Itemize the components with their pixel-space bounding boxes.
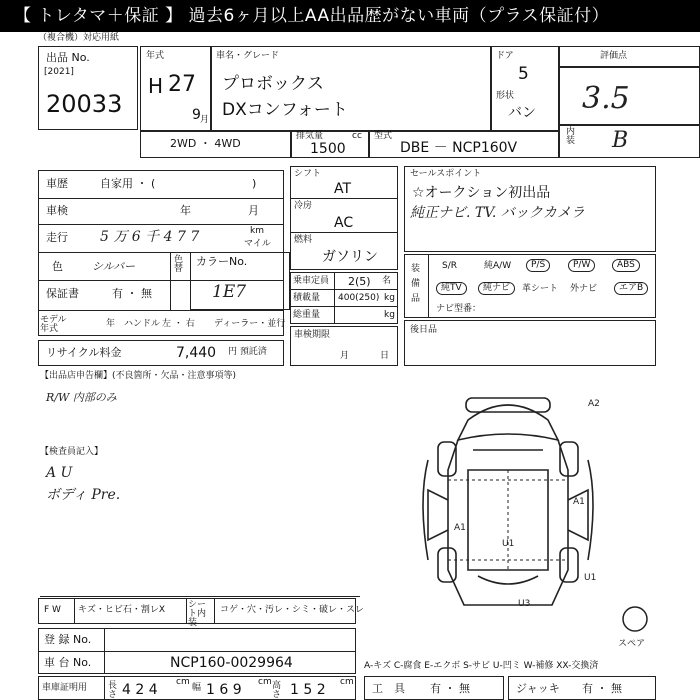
mile-unit: マイル bbox=[244, 239, 271, 249]
warranty-label: 保証書 bbox=[46, 287, 79, 300]
recycle-fee: 7,440 bbox=[176, 345, 217, 361]
score-label: 評価点 bbox=[600, 51, 628, 61]
year-value: 27 bbox=[168, 72, 196, 97]
score: 3.5 bbox=[582, 81, 630, 116]
fw-label: F W bbox=[44, 605, 61, 615]
history-label: 車歴 bbox=[46, 177, 68, 190]
history-value: 自家用 ・ ( bbox=[100, 177, 156, 190]
equipment-label: 装備品 bbox=[411, 264, 421, 304]
inspector-label: 【検査員記入】 bbox=[40, 447, 104, 457]
garage-cert-label: 車庫証明用 bbox=[42, 683, 88, 693]
total-weight-unit: kg bbox=[384, 310, 395, 320]
expiry-label: 車検期限 bbox=[294, 330, 331, 340]
car-damage-diagram bbox=[408, 380, 608, 620]
dealer-label: ディーラー・並行 bbox=[214, 319, 286, 329]
color-label: 色 bbox=[52, 260, 63, 273]
color-no: 1E7 bbox=[212, 282, 247, 302]
seller-notes-label: 【出品店申告欄】(不良箇所・欠品・注意事項等) bbox=[40, 371, 237, 381]
equipment-ext-navi: 外ナビ bbox=[570, 284, 598, 294]
month-unit: 月 bbox=[200, 115, 210, 125]
registration-label: 登 録 No. bbox=[44, 633, 92, 646]
ac: AC bbox=[334, 215, 354, 231]
cc-unit: cc bbox=[352, 131, 362, 141]
seller-note: R/W 内部のみ bbox=[46, 391, 117, 404]
model-year-label: モデル年式 bbox=[40, 315, 67, 334]
chassis-label: 車 台 No. bbox=[44, 656, 92, 669]
equipment-leather: 革シート bbox=[522, 284, 559, 294]
diagram-mark-u3: U3 bbox=[518, 599, 531, 609]
doors: 5 bbox=[518, 64, 529, 84]
history-close: ) bbox=[252, 177, 257, 190]
expiry-month: 月 bbox=[340, 351, 350, 361]
lot-label: 出品 No. bbox=[46, 51, 90, 64]
mileage-value: 5 万 6 千 4 7 7 bbox=[100, 229, 200, 245]
after-items-label: 後日品 bbox=[410, 325, 438, 335]
equipment-airbag: エアB bbox=[614, 282, 648, 295]
year-era: H bbox=[148, 74, 164, 98]
load: 400(250) bbox=[338, 293, 380, 303]
tools-label: 工 具 bbox=[372, 682, 405, 695]
car-name: プロボックス bbox=[222, 74, 324, 94]
sales-handwritten: 純正ナビ. TV. バックカメラ bbox=[410, 205, 585, 221]
name-label: 車名・グレード bbox=[216, 51, 280, 61]
height-label: 高さ bbox=[272, 681, 282, 700]
recycle-label: リサイクル料金 bbox=[46, 346, 122, 359]
height-value: 1 5 2 bbox=[290, 682, 326, 698]
inspector-line-1: A U bbox=[46, 465, 73, 481]
warranty-options: 有 ・ 無 bbox=[112, 287, 152, 300]
inspection-year-unit: 年 bbox=[180, 204, 191, 217]
chassis-number: NCP160-0029964 bbox=[170, 655, 293, 671]
year-label: 年式 bbox=[146, 51, 165, 61]
ac-label: 冷房 bbox=[294, 201, 313, 211]
model-year-suffix: 年 bbox=[106, 319, 116, 329]
sales-headline: ☆オークション初出品 bbox=[412, 185, 551, 201]
length-label: 長さ bbox=[108, 681, 118, 700]
recycle-note: 円 預託済 bbox=[228, 347, 267, 357]
interior-label: 内装 bbox=[566, 127, 576, 146]
color-no-label: カラーNo. bbox=[196, 255, 248, 268]
width-label: 幅 bbox=[192, 683, 202, 693]
load-unit: kg bbox=[384, 293, 395, 303]
equipment-ps: P/S bbox=[526, 259, 550, 272]
color-value: シルバー bbox=[92, 260, 135, 273]
shift-label: シフト bbox=[294, 169, 322, 179]
color-change-label: 色替 bbox=[174, 255, 184, 274]
shape-label: 形状 bbox=[496, 91, 515, 101]
lot-code: [2021] bbox=[44, 67, 74, 77]
height-unit: cm bbox=[340, 677, 354, 687]
length-unit: cm bbox=[176, 677, 190, 687]
inspector-line-2: ボディ Pre. bbox=[46, 487, 121, 503]
equipment-sr: S/R bbox=[442, 261, 457, 271]
grade: DXコンフォート bbox=[222, 100, 348, 120]
after-items-box bbox=[404, 320, 656, 366]
seat-items: コゲ・穴・汚レ・シミ・破レ・スレ bbox=[220, 605, 365, 615]
inspection-month-unit: 月 bbox=[248, 204, 259, 217]
tools-options: 有 ・ 無 bbox=[430, 682, 470, 695]
model-label: 型式 bbox=[374, 131, 393, 141]
diagram-mark-u1-center: U1 bbox=[502, 539, 515, 549]
shift: AT bbox=[334, 181, 352, 197]
drive-type: 2WD ・ 4WD bbox=[170, 137, 241, 150]
handle-options: 左 ・ 右 bbox=[162, 319, 195, 329]
capacity: 2(5) bbox=[348, 275, 371, 288]
spare-label: スペア bbox=[618, 639, 646, 649]
inspection-label: 車検 bbox=[46, 204, 68, 217]
interior-grade: B bbox=[612, 128, 629, 153]
damage-legend: A-キズ C-腐食 E-エクボ S-サビ U-凹ミ W-補修 XX-交換済 bbox=[364, 661, 599, 671]
capacity-label: 乗車定員 bbox=[293, 276, 330, 286]
jack-options: 有 ・ 無 bbox=[582, 682, 622, 695]
equipment-navi: 純ナビ bbox=[478, 282, 515, 295]
diagram-mark-a1-left: A1 bbox=[454, 523, 466, 533]
seat-label: シート内装 bbox=[188, 600, 207, 628]
expiry-day: 日 bbox=[380, 351, 390, 361]
width-unit: cm bbox=[258, 677, 272, 687]
spare-tire-icon bbox=[620, 604, 650, 634]
equipment-alloy: 純A/W bbox=[484, 261, 512, 271]
diagram-mark-a2: A2 bbox=[588, 399, 600, 409]
fuel: ガソリン bbox=[322, 249, 378, 265]
fuel-label: 燃料 bbox=[294, 235, 313, 245]
fw-items: キズ・ヒビ石・割レX bbox=[78, 605, 165, 615]
navi-model-label: ナビ型番： bbox=[436, 304, 482, 314]
km-unit: km bbox=[250, 226, 264, 236]
equipment-tv: 純TV bbox=[436, 282, 467, 295]
total-weight-label: 総重量 bbox=[293, 310, 321, 320]
form-partial-text: （複合機）対応用紙 bbox=[38, 33, 120, 43]
model-code: DBE － NCP160V bbox=[400, 140, 518, 156]
header-banner: 【 トレタマ＋保証 】 過去6ヶ月以上AA出品歴がない車両（プラス保証付） bbox=[0, 0, 700, 32]
month-value: 9 bbox=[192, 107, 201, 123]
capacity-unit: 名 bbox=[382, 276, 392, 286]
jack-label: ジャッキ bbox=[516, 682, 560, 695]
door-label: ドア bbox=[496, 51, 514, 61]
mileage-label: 走行 bbox=[46, 231, 68, 244]
equipment-pw: P/W bbox=[568, 259, 595, 272]
width-value: 1 6 9 bbox=[206, 682, 242, 698]
lot-number: 20033 bbox=[46, 90, 123, 118]
handle-label: ハンドル bbox=[124, 319, 161, 329]
diagram-mark-a1-right: A1 bbox=[573, 497, 585, 507]
displacement-label: 排気量 bbox=[296, 131, 324, 141]
displacement: 1500 bbox=[310, 141, 346, 157]
equipment-abs: ABS bbox=[612, 259, 640, 272]
length-value: 4 2 4 bbox=[122, 682, 158, 698]
load-label: 積載量 bbox=[293, 293, 321, 303]
shape: バン bbox=[508, 105, 536, 121]
diagram-mark-u1-right: U1 bbox=[584, 573, 597, 583]
sales-point-label: セールスポイント bbox=[410, 169, 482, 179]
